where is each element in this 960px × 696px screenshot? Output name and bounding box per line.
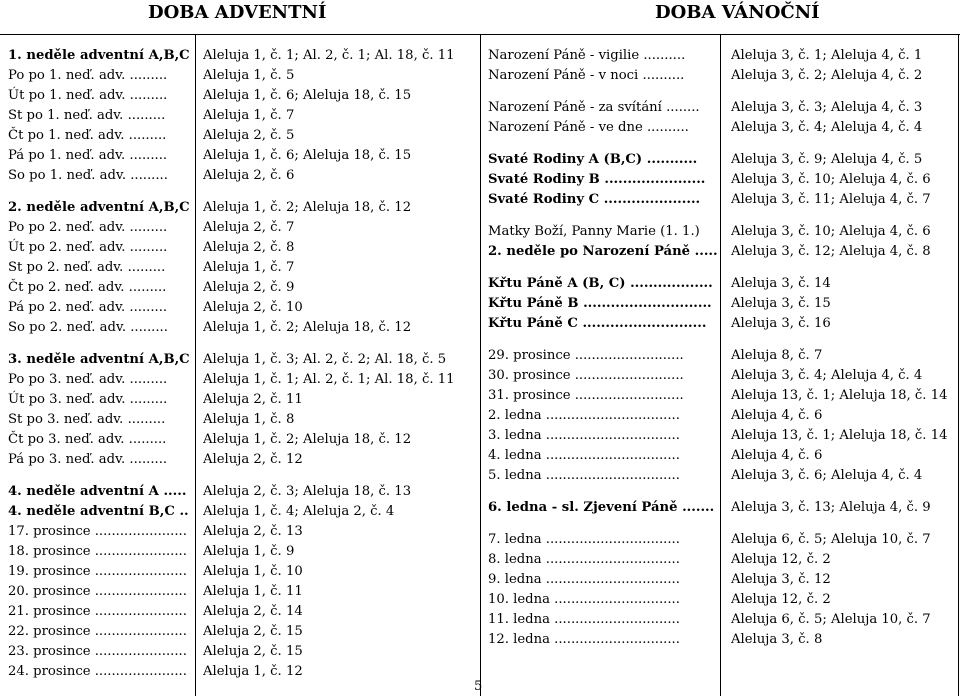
group-gap xyxy=(731,86,956,98)
advent-days-row: 4. neděle adventní B,C .. xyxy=(8,504,189,519)
advent-refs-row: Aleluja 1, č. 6; Aleluja 18, č. 15 xyxy=(203,88,412,103)
christmas-refs-row: Aleluja 3, č. 3; Aleluja 4, č. 3 xyxy=(731,100,923,115)
christmas-days-row: 5. ledna ................................ xyxy=(488,468,680,483)
christmas-refs-row: Aleluja 13, č. 1; Aleluja 18, č. 14 xyxy=(731,388,948,403)
christmas-days-row: Narození Páně - za svítání ........ xyxy=(488,100,700,115)
advent-days-row: 22. prosince ...................... xyxy=(8,624,187,639)
christmas-days-row: Křtu Páně B ............................ xyxy=(488,296,712,311)
christmas-refs-row: Aleluja 3, č. 12 xyxy=(731,572,831,587)
advent-days-row: Út po 3. neď. adv. ......... xyxy=(8,392,168,407)
advent-days-row: St po 1. neď. adv. ......... xyxy=(8,108,166,123)
group-gap xyxy=(8,470,193,482)
christmas-refs-column xyxy=(731,46,956,650)
christmas-refs-row: Aleluja 4, č. 6 xyxy=(731,408,823,423)
group-gap xyxy=(731,518,956,530)
christmas-days-row: 30. prosince .......................... xyxy=(488,368,684,383)
advent-days-row: 4. neděle adventní A ..... xyxy=(8,484,187,499)
advent-refs-row: Aleluja 2, č. 6 xyxy=(203,168,295,183)
advent-days-row: 23. prosince ...................... xyxy=(8,644,187,659)
advent-refs-column xyxy=(203,46,478,682)
group-gap xyxy=(203,186,478,198)
christmas-refs-row: Aleluja 3, č. 16 xyxy=(731,316,831,331)
page-number: 5 xyxy=(474,679,483,694)
advent-refs-row: Aleluja 1, č. 7 xyxy=(203,108,295,123)
group-gap xyxy=(488,138,718,150)
group-gap xyxy=(8,338,193,350)
advent-days-row: So po 1. neď. adv. ......... xyxy=(8,168,168,183)
advent-refs-row: Aleluja 1, č. 2; Aleluja 18, č. 12 xyxy=(203,320,412,335)
group-gap xyxy=(731,262,956,274)
group-gap xyxy=(488,262,718,274)
advent-refs-row: Aleluja 1, č. 3; Al. 2, č. 2; Al. 18, č. 5 xyxy=(203,352,447,367)
advent-refs-row: Aleluja 1, č. 11 xyxy=(203,584,303,599)
christmas-days-row: Narození Páně - vigilie .......... xyxy=(488,48,686,63)
christmas-days-row: Svaté Rodiny C ..................... xyxy=(488,192,701,207)
advent-refs-row: Aleluja 1, č. 12 xyxy=(203,664,303,679)
christmas-refs-row: Aleluja 13, č. 1; Aleluja 18, č. 14 xyxy=(731,428,948,443)
advent-refs-row: Aleluja 1, č. 2; Aleluja 18, č. 12 xyxy=(203,200,412,215)
christmas-refs-row: Aleluja 3, č. 4; Aleluja 4, č. 4 xyxy=(731,120,923,135)
advent-days-row: So po 2. neď. adv. ......... xyxy=(8,320,168,335)
advent-days-row: Po po 3. neď. adv. ......... xyxy=(8,372,168,387)
advent-days-row: Čt po 3. neď. adv. ......... xyxy=(8,432,167,447)
advent-refs-row: Aleluja 2, č. 7 xyxy=(203,220,295,235)
christmas-refs-row: Aleluja 3, č. 15 xyxy=(731,296,831,311)
group-gap xyxy=(488,486,718,498)
advent-refs-row: Aleluja 1, č. 6; Aleluja 18, č. 15 xyxy=(203,148,412,163)
advent-refs-row: Aleluja 2, č. 11 xyxy=(203,392,303,407)
advent-days-row: 20. prosince ...................... xyxy=(8,584,187,599)
christmas-heading: DOBA VÁNOČNÍ xyxy=(655,2,820,23)
group-gap xyxy=(203,470,478,482)
advent-refs-row: Aleluja 2, č. 5 xyxy=(203,128,295,143)
group-gap xyxy=(488,334,718,346)
christmas-days-row: 2. neděle po Narození Páně ..... xyxy=(488,244,718,259)
christmas-days-row: Svaté Rodiny A (B,C) ........... xyxy=(488,152,698,167)
christmas-refs-row: Aleluja 3, č. 6; Aleluja 4, č. 4 xyxy=(731,468,923,483)
christmas-refs-row: Aleluja 3, č. 14 xyxy=(731,276,831,291)
advent-heading: DOBA ADVENTNÍ xyxy=(148,2,327,23)
advent-days-row: Pá po 1. neď. adv. ......... xyxy=(8,148,168,163)
christmas-days-row: Matky Boží, Panny Marie (1. 1.) xyxy=(488,224,700,239)
group-gap xyxy=(731,486,956,498)
advent-refs-row: Aleluja 2, č. 15 xyxy=(203,624,303,639)
advent-days-row: Út po 2. neď. adv. ......... xyxy=(8,240,168,255)
group-gap xyxy=(8,186,193,198)
advent-refs-row: Aleluja 2, č. 3; Aleluja 18, č. 13 xyxy=(203,484,412,499)
advent-days-row: 1. neděle adventní A,B,C xyxy=(8,48,190,63)
advent-refs-row: Aleluja 1, č. 10 xyxy=(203,564,303,579)
group-gap xyxy=(203,338,478,350)
advent-days-row: 24. prosince ...................... xyxy=(8,664,187,679)
christmas-days-row: 31. prosince .......................... xyxy=(488,388,684,403)
christmas-days-row: 7. ledna ................................ xyxy=(488,532,680,547)
column-divider-4 xyxy=(958,34,959,696)
advent-refs-row: Aleluja 1, č. 1; Al. 2, č. 1; Al. 18, č. 11 xyxy=(203,372,455,387)
advent-refs-row: Aleluja 1, č. 5 xyxy=(203,68,295,83)
advent-refs-row: Aleluja 1, č. 1; Al. 2, č. 1; Al. 18, č. 11 xyxy=(203,48,455,63)
christmas-refs-row: Aleluja 3, č. 2; Aleluja 4, č. 2 xyxy=(731,68,923,83)
advent-refs-row: Aleluja 2, č. 12 xyxy=(203,452,303,467)
christmas-refs-row: Aleluja 3, č. 10; Aleluja 4, č. 6 xyxy=(731,224,931,239)
advent-refs-row: Aleluja 1, č. 7 xyxy=(203,260,295,275)
christmas-refs-row: Aleluja 6, č. 5; Aleluja 10, č. 7 xyxy=(731,612,931,627)
christmas-days-row: Svaté Rodiny B ...................... xyxy=(488,172,706,187)
christmas-days-row: Křtu Páně A (B, C) .................. xyxy=(488,276,713,291)
advent-refs-row: Aleluja 1, č. 9 xyxy=(203,544,295,559)
christmas-days-column xyxy=(488,46,718,650)
christmas-days-row: 9. ledna ................................ xyxy=(488,572,680,587)
group-gap xyxy=(731,210,956,222)
christmas-refs-row: Aleluja 3, č. 13; Aleluja 4, č. 9 xyxy=(731,500,931,515)
christmas-days-row: 4. ledna ................................ xyxy=(488,448,680,463)
column-divider-2 xyxy=(480,34,481,696)
advent-days-row: 2. neděle adventní A,B,C xyxy=(8,200,190,215)
group-gap xyxy=(731,138,956,150)
advent-refs-row: Aleluja 2, č. 10 xyxy=(203,300,303,315)
christmas-refs-row: Aleluja 3, č. 1; Aleluja 4, č. 1 xyxy=(731,48,923,63)
column-divider-1 xyxy=(195,34,196,696)
advent-days-row: 21. prosince ...................... xyxy=(8,604,187,619)
advent-refs-row: Aleluja 2, č. 9 xyxy=(203,280,295,295)
christmas-refs-row: Aleluja 12, č. 2 xyxy=(731,592,831,607)
christmas-refs-row: Aleluja 3, č. 8 xyxy=(731,632,823,647)
christmas-days-row: 6. ledna - sl. Zjevení Páně ....... xyxy=(488,500,715,515)
advent-days-row: Út po 1. neď. adv. ......... xyxy=(8,88,168,103)
christmas-days-row: Křtu Páně C ........................... xyxy=(488,316,707,331)
advent-refs-row: Aleluja 1, č. 8 xyxy=(203,412,295,427)
christmas-refs-row: Aleluja 4, č. 6 xyxy=(731,448,823,463)
advent-days-row: St po 2. neď. adv. ......... xyxy=(8,260,166,275)
advent-refs-row: Aleluja 1, č. 2; Aleluja 18, č. 12 xyxy=(203,432,412,447)
christmas-refs-row: Aleluja 12, č. 2 xyxy=(731,552,831,567)
advent-days-row: Po po 2. neď. adv. ......... xyxy=(8,220,168,235)
christmas-days-row: 29. prosince .......................... xyxy=(488,348,684,363)
advent-refs-row: Aleluja 2, č. 14 xyxy=(203,604,303,619)
christmas-days-row: 3. ledna ................................ xyxy=(488,428,680,443)
advent-days-row: Čt po 2. neď. adv. ......... xyxy=(8,280,167,295)
advent-days-row: Pá po 3. neď. adv. ......... xyxy=(8,452,168,467)
advent-days-row: 19. prosince ...................... xyxy=(8,564,187,579)
christmas-refs-row: Aleluja 3, č. 12; Aleluja 4, č. 8 xyxy=(731,244,931,259)
group-gap xyxy=(731,334,956,346)
advent-refs-row: Aleluja 2, č. 8 xyxy=(203,240,295,255)
christmas-days-row: Narození Páně - ve dne .......... xyxy=(488,120,689,135)
group-gap xyxy=(488,86,718,98)
christmas-refs-row: Aleluja 3, č. 4; Aleluja 4, č. 4 xyxy=(731,368,923,383)
christmas-days-row: 12. ledna .............................. xyxy=(488,632,680,647)
advent-days-row: Po po 1. neď. adv. ......... xyxy=(8,68,168,83)
christmas-refs-row: Aleluja 8, č. 7 xyxy=(731,348,823,363)
christmas-refs-row: Aleluja 3, č. 9; Aleluja 4, č. 5 xyxy=(731,152,923,167)
christmas-refs-row: Aleluja 3, č. 10; Aleluja 4, č. 6 xyxy=(731,172,931,187)
christmas-days-row: 11. ledna .............................. xyxy=(488,612,680,627)
advent-days-row: 17. prosince ...................... xyxy=(8,524,187,539)
advent-refs-row: Aleluja 2, č. 15 xyxy=(203,644,303,659)
christmas-refs-row: Aleluja 3, č. 11; Aleluja 4, č. 7 xyxy=(731,192,931,207)
advent-days-row: 18. prosince ...................... xyxy=(8,544,187,559)
group-gap xyxy=(488,518,718,530)
advent-days-row: St po 3. neď. adv. ......... xyxy=(8,412,166,427)
christmas-days-row: 2. ledna ................................ xyxy=(488,408,680,423)
christmas-days-row: 10. ledna .............................. xyxy=(488,592,680,607)
column-divider-3 xyxy=(720,34,721,696)
advent-days-column xyxy=(8,46,193,682)
advent-days-row: Čt po 1. neď. adv. ......... xyxy=(8,128,167,143)
advent-days-row: Pá po 2. neď. adv. ......... xyxy=(8,300,168,315)
christmas-days-row: 8. ledna ................................ xyxy=(488,552,680,567)
advent-refs-row: Aleluja 1, č. 4; Aleluja 2, č. 4 xyxy=(203,504,395,519)
group-gap xyxy=(488,210,718,222)
advent-refs-row: Aleluja 2, č. 13 xyxy=(203,524,303,539)
christmas-days-row: Narození Páně - v noci .......... xyxy=(488,68,685,83)
christmas-refs-row: Aleluja 6, č. 5; Aleluja 10, č. 7 xyxy=(731,532,931,547)
advent-days-row: 3. neděle adventní A,B,C xyxy=(8,352,190,367)
